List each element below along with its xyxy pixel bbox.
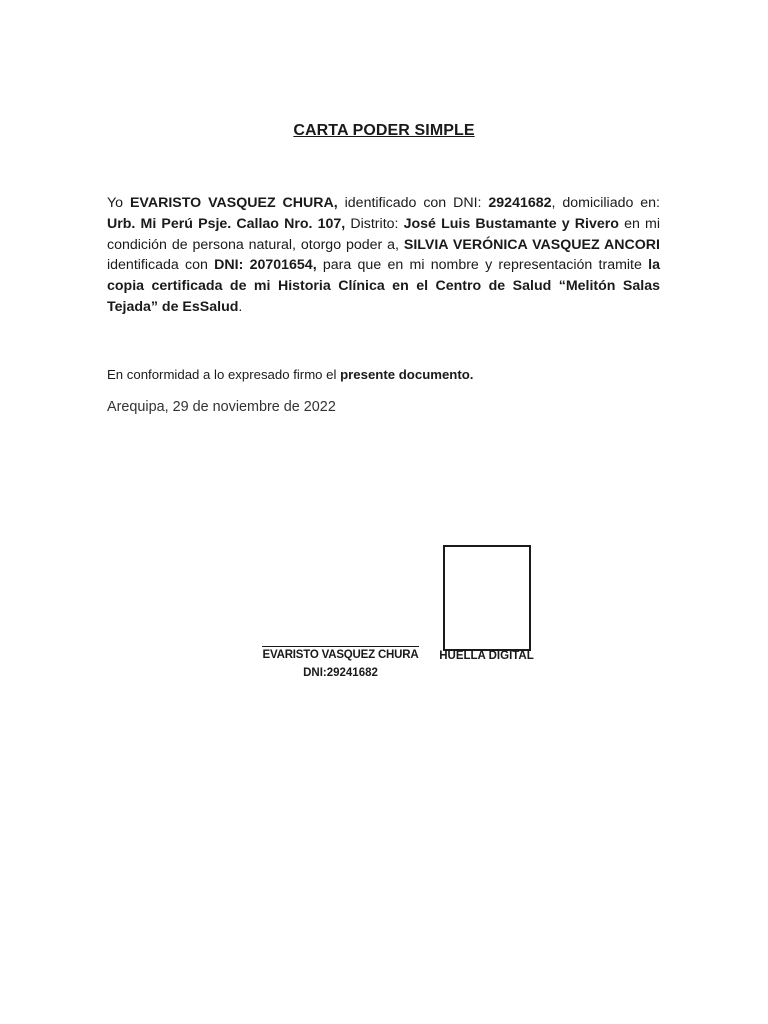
body-paragraph [107, 193, 660, 318]
fingerprint-label: HUELLA DIGITAL [439, 650, 534, 662]
fingerprint-box [443, 545, 531, 651]
text-run: para que en mi nombre y representación tramite [316, 257, 649, 274]
text-run: Yo [107, 195, 130, 211]
attorney-dni: DNI: 20701654, [214, 257, 317, 274]
signer-name: EVARISTO VASQUEZ CHURA [262, 649, 419, 661]
signer-dni: DNI:29241682 [303, 667, 378, 679]
document-title: CARTA PODER SIMPLE [293, 122, 475, 139]
attorney-name: SILVIA VERÓNICA VASQUEZ ANCORI [403, 236, 660, 253]
text-run: Distrito: [345, 215, 404, 232]
grantor-name: EVARISTO VASQUEZ CHURA, [129, 195, 338, 211]
procedure-description: la copia certificada de mi Historia Clínica en el Centro de Salud “Melitón Salas Tejada” de EsSalud [107, 257, 660, 315]
text-run: . [238, 298, 243, 315]
conformity-bold: presente documento. [340, 367, 474, 382]
grantor-dni: 29241682 [488, 195, 552, 211]
text-run: , domiciliado en: [551, 195, 660, 211]
grantor-address: Urb. Mi Perú Psje. Callao Nro. 107, [107, 215, 346, 232]
text-run: identificada con [107, 257, 215, 274]
grantor-district: José Luis Bustamante y Rivero [403, 215, 619, 232]
signature-line [262, 646, 419, 647]
text-run: en mi condición de persona natural, otorgo poder a, [107, 215, 660, 253]
place-and-date: Arequipa, 29 de noviembre de 2022 [107, 399, 336, 415]
conformity-statement [107, 366, 473, 384]
text-run: identificado con DNI: [337, 195, 489, 211]
conformity-text: En conformidad a lo expresado firmo el [107, 367, 341, 382]
